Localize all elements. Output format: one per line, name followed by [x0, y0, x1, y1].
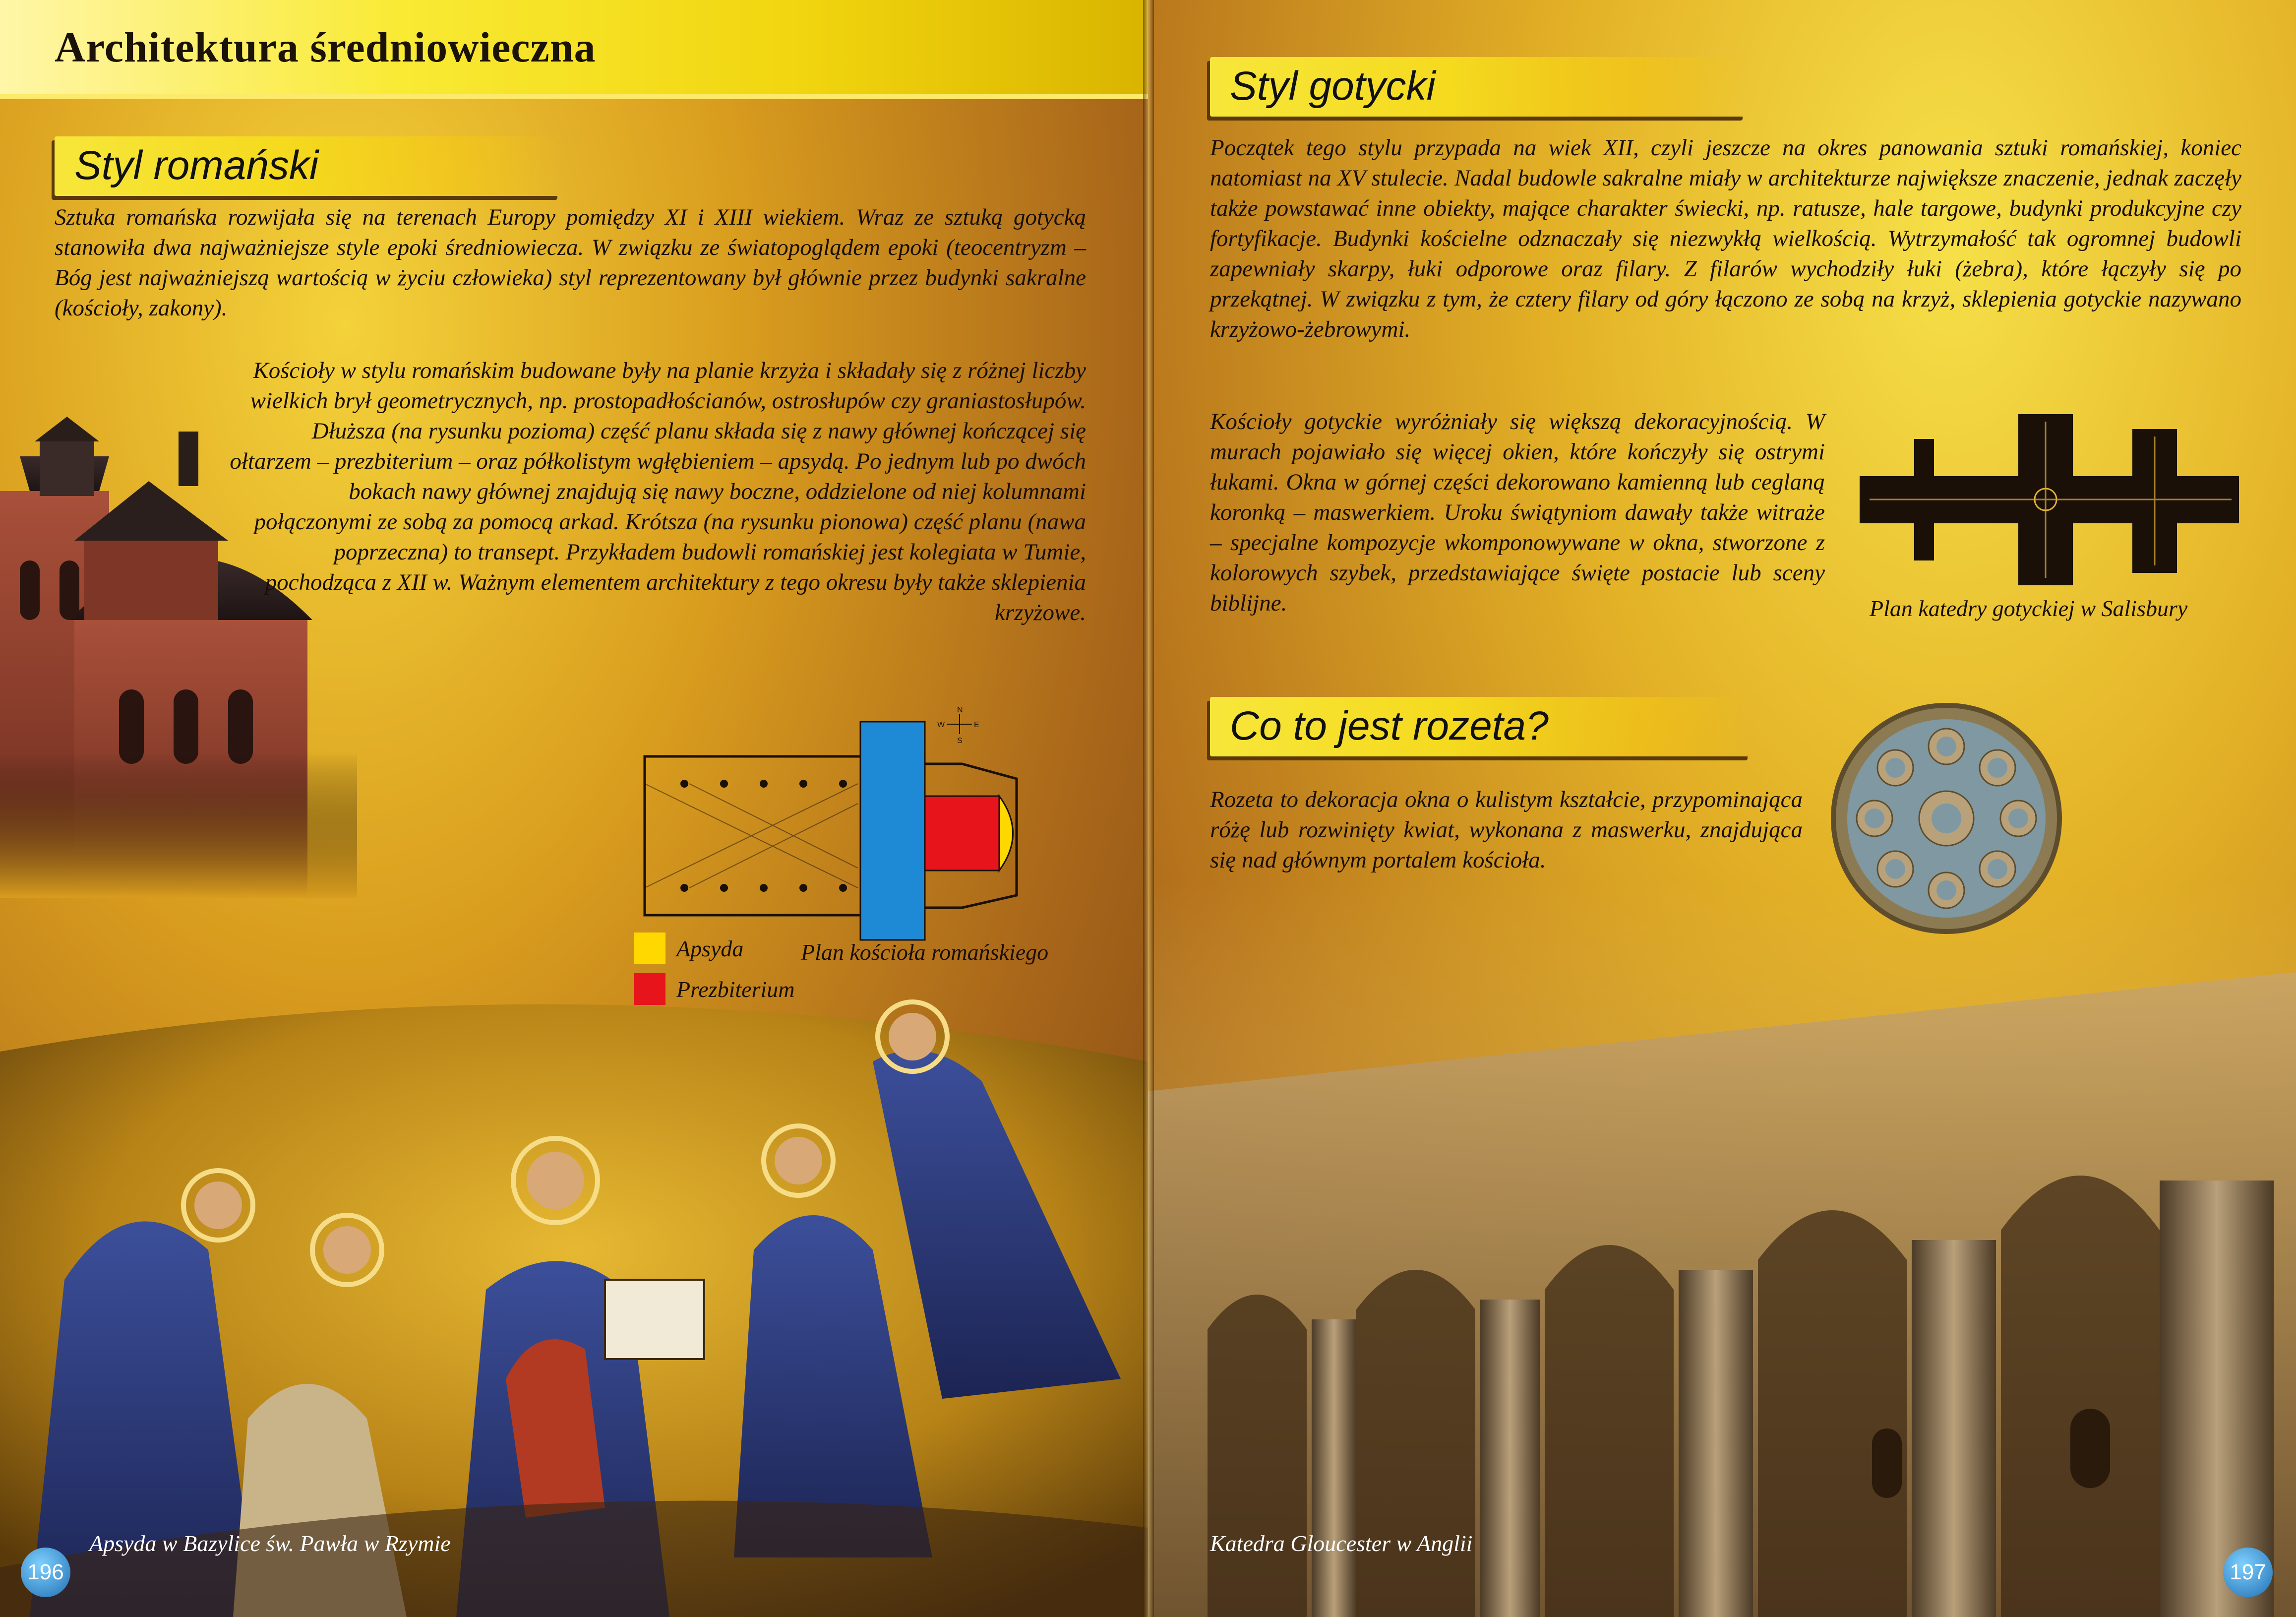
- section-heading-rose: [1210, 697, 1751, 756]
- plan-prezbiterium: [925, 796, 999, 871]
- gothic-paragraph-2: Kościoły gotyckie wyróżniały się większą dekoracyjnością. W murach pojawiało się więcej okien, które kończyły się ostrymi łukami. Okna w górnej części dekorowano kamienną lub ceglaną koronką – maswerkiem. Uroku świątyniom dawały także witraże – specjalne kompozycje wkomponowywane w okna, stworzone z kolorowych szybek, przedstawiające święte postacie lub sceny biblijne.: [1210, 409, 1825, 616]
- page-number-left: 196: [21, 1548, 70, 1597]
- compass-n: N: [957, 706, 963, 714]
- cathedral-photo: [1148, 883, 2296, 1617]
- romanesque-paragraph-2: Kościoły w stylu romańskim budowane były na planie krzyża i składały się z różnej liczby wielkich brył geometrycznych, np. prostopadłościanów, ostrosłupów czy graniastosłupów. Dłuższa (na rysunku pozioma) część planu składa się z nawy głównej kończącej się ołtarzem – prezbiterium – oraz półkolistym wgłębieniem – apsydą. Po jednym lub po dwóch bokach nawy głównej znajdują się nawy boczne, oddzielone od niej kolumnami połączonymi ze sobą za pomocą arkad. Krótsza (na rysunku pionowa) część planu (nawa poprzeczna) to transept. Przykładem budowli romańskiej jest kolegiata w Tumie, pochodząca z XII w. Ważnym elementem architektury z tego okresu były także sklepienia krzyżowe.: [230, 358, 1086, 625]
- page-title: Architektura średniowieczna: [55, 23, 596, 71]
- section-heading-gothic: [1210, 57, 1746, 117]
- plan-transept: [860, 722, 925, 940]
- book-spine: [1143, 0, 1154, 1617]
- rose-paragraph: Rozeta to dekoracja okna o kulistym kształcie, przypominająca różę lub rozwinięty kwiat, wykonana z maswerku, znajdująca się nad głównym portalem kościoła.: [1210, 787, 1803, 873]
- right-page: [1148, 0, 2296, 1617]
- header-bar: [0, 0, 1148, 99]
- legend-item-apsyda: [634, 933, 743, 964]
- section-heading-romanesque: [55, 136, 560, 196]
- column-dots: [680, 780, 847, 892]
- legend-label: Prezbiterium: [676, 976, 795, 1002]
- cathedral-caption: Katedra Gloucester w Anglii: [1210, 1531, 1473, 1556]
- compass-rose: [937, 706, 979, 745]
- compass-s: S: [957, 737, 963, 745]
- romanesque-paragraph-1: Sztuka romańska rozwijała się na terenach Europy pomiędzy XI i XIII wiekiem. Wraz ze sztuką gotycką stanowiła dwa najważniejsze style epoki średniowiecza. W związku ze światopoglądem epoki (teocentryzm – Bóg jest najważniejszą wartością w życiu człowieka) styl reprezentowany był głównie przez budynki sakralne (kościoły, zakony).: [55, 204, 1086, 321]
- romanesque-plan-diagram: [640, 704, 1086, 942]
- gothic-paragraph-1: Początek tego stylu przypada na wiek XII, czyli jeszcze na okres panowania sztuki romańskiej, koniec natomiast na XV stulecie. Nadal budowle sakralne miały w architekturze największe znaczenie, jednak zaczęły także powstawać inne obiekty, mające charakter świecki, np. ratusze, hale targowe, budynki produkcyjne czy fortyfikacje. Budynki kościelne odznaczały się niezwykłą wielkością. Wytrzymałość tak ogromnej budowli zapewniały skarpy, łuki odporowe oraz filary. Z filarów wychodziły łuki (żebra), które łączyły się po przekątnej. W związku z tym, że cztery filary od góry łączono ze sobą na krzyż, sklepienia gotyckie nazywano krzyżowo-żebrowymi.: [1210, 135, 2241, 342]
- romanesque-plan-caption: Plan kościoła romańskiego: [801, 939, 1049, 965]
- compass-e: E: [974, 721, 979, 729]
- mosaic-photo: [0, 972, 1148, 1617]
- section-title: Styl romański: [74, 143, 319, 188]
- gothic-plan-caption: Plan katedry gotyckiej w Salisbury: [1870, 596, 2188, 621]
- rose-title: Co to jest rozeta?: [1230, 703, 1549, 748]
- page-number-right: 197: [2223, 1548, 2273, 1597]
- gothic-plan-diagram: [1855, 409, 2241, 593]
- mosaic-caption: Apsyda w Bazylice św. Pawła w Rzymie: [89, 1531, 451, 1556]
- legend-label: Apsyda: [676, 935, 744, 961]
- plan-apsyda: [999, 796, 1013, 871]
- rose-window-photo: [1830, 702, 2063, 935]
- legend-swatch-yellow: [634, 933, 665, 964]
- section-title: Styl gotycki: [1230, 63, 1436, 109]
- compass-w: W: [937, 721, 945, 729]
